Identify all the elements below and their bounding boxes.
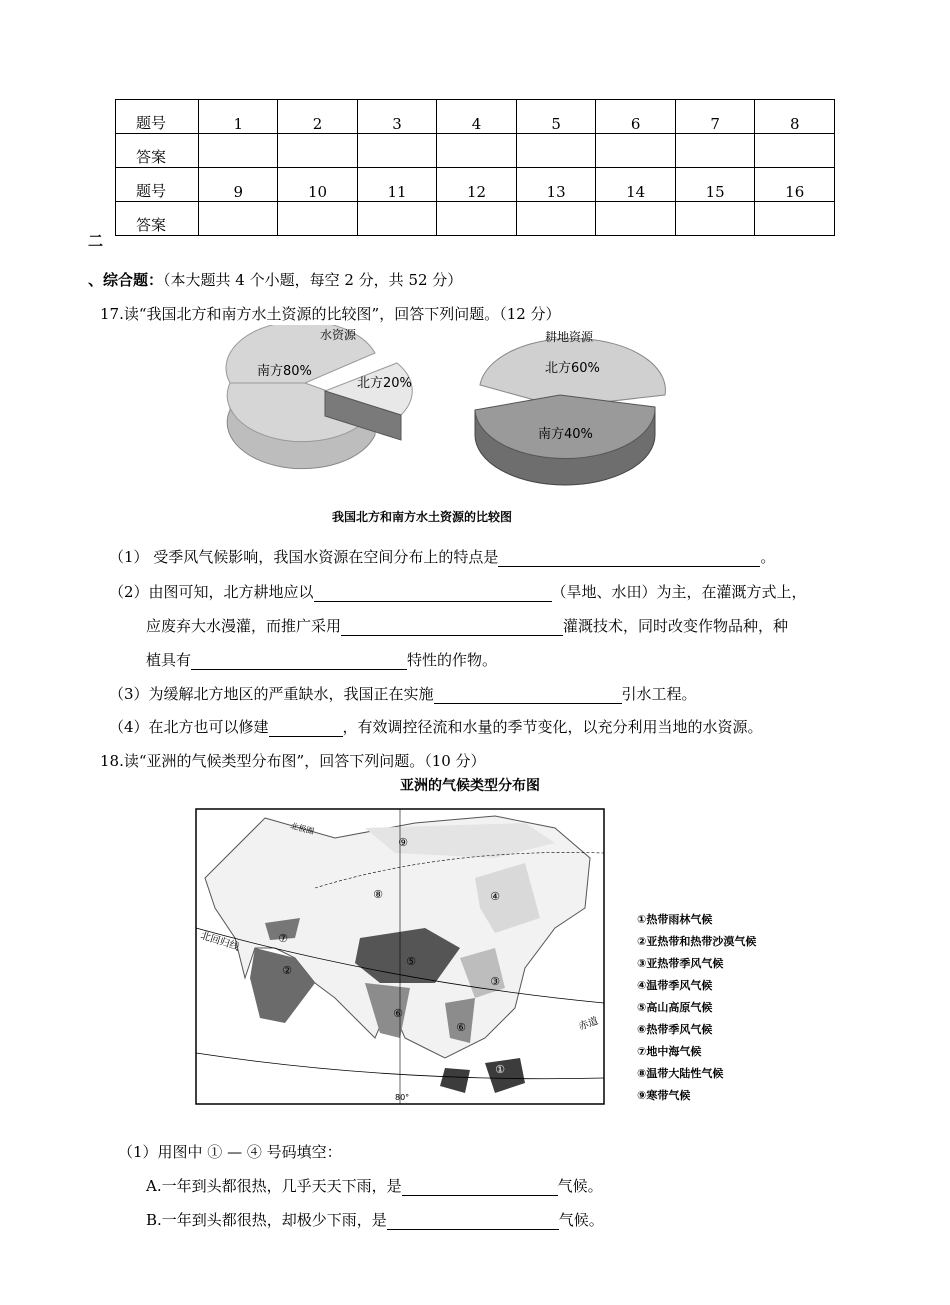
water-pie-north-label: 北方20% — [357, 376, 412, 391]
marker-1: ① — [495, 1063, 505, 1076]
q17-part4 — [109, 717, 763, 737]
legend-item: ⑨寒带气候 — [637, 1089, 691, 1102]
marker-4: ④ — [490, 890, 500, 903]
row-label: 答案 — [116, 134, 199, 168]
question-number: 14 — [596, 168, 676, 202]
answer-blank[interactable] — [341, 619, 563, 636]
answer-cell[interactable] — [437, 134, 517, 168]
legend-item: ⑦地中海气候 — [637, 1045, 702, 1058]
q17-part2 — [109, 582, 807, 602]
legend-item: ⑧温带大陆性气候 — [637, 1067, 724, 1080]
q18-b-end: 气候。 — [558, 1211, 604, 1229]
answer-cell[interactable] — [755, 134, 835, 168]
q17-part2-text-d: 灌溉技术，同时改变作物品种，种 — [563, 617, 789, 635]
marker-7: ⑦ — [278, 932, 288, 945]
q17-part2-text: （2）由图可知，北方耕地应以 — [109, 583, 314, 601]
answer-cell[interactable] — [278, 202, 358, 236]
section-title: 、综合题： — [88, 271, 164, 289]
q17-stem: 17.读“我国北方和南方水土资源的比较图”，回答下列问题。（12 分） — [100, 305, 561, 323]
q17-pie-figure — [225, 325, 695, 525]
question-number: 12 — [437, 168, 517, 202]
question-number: 2 — [278, 100, 358, 134]
q17-part3 — [109, 684, 697, 704]
question-number: 11 — [357, 168, 437, 202]
answer-blank[interactable] — [314, 585, 552, 602]
answer-cell[interactable] — [199, 134, 278, 168]
q18-stem: 18.读“亚洲的气候类型分布图”，回答下列问题。（10 分） — [100, 752, 486, 770]
question-number: 9 — [199, 168, 278, 202]
answer-cell[interactable] — [516, 202, 596, 236]
q17-part1 — [109, 547, 775, 567]
marker-2: ② — [282, 964, 292, 977]
arctic-label: 北极圈 — [289, 821, 315, 837]
q17-part2-cont — [146, 616, 788, 636]
marker-9: ⑨ — [398, 836, 408, 849]
q18-a — [146, 1176, 603, 1196]
q17-part2-text-b: （旱地、水田）为主，在灌溉方式上， — [551, 583, 807, 601]
table-row — [116, 202, 835, 236]
land-pie-north-label: 北方60% — [545, 361, 600, 376]
q18-sub1: （1）用图中 ① — ④ 号码填空： — [118, 1143, 342, 1161]
q18-a-end: 气候。 — [557, 1177, 603, 1195]
q18-a-text: A.一年到头都很热，几乎天天下雨，是 — [146, 1177, 402, 1195]
answer-cell[interactable] — [675, 134, 755, 168]
land-pie-title: 耕地资源 — [545, 330, 594, 344]
water-pie-title: 水资源 — [320, 328, 357, 342]
row-label: 答案 — [116, 202, 199, 236]
tropic-label: 北回归线 — [199, 930, 241, 954]
answer-cell[interactable] — [755, 202, 835, 236]
water-pie — [226, 325, 412, 469]
asia-climate-map — [195, 808, 795, 1108]
water-pie-south-label: 南方80% — [257, 364, 312, 379]
map-legend — [637, 912, 756, 1102]
marker-3: ③ — [490, 975, 500, 988]
question-number: 1 — [199, 100, 278, 134]
equator-label: 赤道 — [577, 1015, 600, 1033]
legend-item: ⑥热带季风气候 — [637, 1023, 713, 1036]
answer-cell[interactable] — [596, 202, 676, 236]
answer-blank[interactable] — [191, 653, 407, 670]
answer-cell[interactable] — [199, 202, 278, 236]
table-row — [116, 100, 835, 134]
answer-cell[interactable] — [437, 202, 517, 236]
row-label: 题号 — [116, 100, 199, 134]
q17-part2-text-f: 特性的作物。 — [407, 651, 498, 669]
q17-part1-text: （1） 受季风气候影响，我国水资源在空间分布上的特点是 — [109, 548, 499, 566]
question-number: 16 — [755, 168, 835, 202]
question-number: 4 — [437, 100, 517, 134]
question-number: 13 — [516, 168, 596, 202]
answer-blank[interactable] — [387, 1213, 559, 1230]
section-heading — [88, 270, 462, 290]
section-number: 二 — [88, 232, 104, 250]
answer-cell[interactable] — [596, 134, 676, 168]
q17-part4-text: （4）在北方也可以修建 — [109, 718, 269, 736]
question-number: 6 — [596, 100, 676, 134]
q17-part2-cont2 — [146, 650, 497, 670]
answer-cell[interactable] — [278, 134, 358, 168]
table-row — [116, 168, 835, 202]
q18-b-text: B.一年到头都很热，却极少下雨，是 — [146, 1211, 387, 1229]
answer-blank[interactable] — [434, 687, 622, 704]
answer-table — [115, 99, 835, 236]
question-number: 10 — [278, 168, 358, 202]
answer-cell[interactable] — [516, 134, 596, 168]
q17-part1-end: 。 — [760, 548, 776, 566]
question-number: 7 — [675, 100, 755, 134]
legend-item: ④温带季风气候 — [637, 979, 713, 992]
answer-cell[interactable] — [675, 202, 755, 236]
figure-caption: 我国北方和南方水土资源的比较图 — [332, 510, 513, 524]
marker-8: ⑧ — [373, 888, 383, 901]
marker-6a: ⑥ — [393, 1007, 403, 1020]
q17-part4-end: ，有效调控径流和水量的季节变化，以充分利用当地的水资源。 — [342, 718, 763, 736]
question-number: 15 — [675, 168, 755, 202]
table-row — [116, 134, 835, 168]
q17-part2-text-c: 应废弃大水漫灌，而推广采用 — [146, 617, 342, 635]
q17-part3-text: （3）为缓解北方地区的严重缺水，我国正在实施 — [109, 685, 434, 703]
land-pie-south-label: 南方40% — [538, 427, 593, 442]
legend-item: ③亚热带季风气候 — [637, 957, 724, 970]
legend-item: ①热带雨林气候 — [637, 913, 713, 926]
answer-blank[interactable] — [269, 720, 343, 737]
meridian-label: 80° — [395, 1093, 410, 1102]
question-number: 5 — [516, 100, 596, 134]
question-number: 3 — [357, 100, 437, 134]
answer-cell[interactable] — [357, 134, 437, 168]
marker-6b: ⑥ — [456, 1021, 466, 1034]
section-note: （本大题共 4 个小题，每空 2 分，共 52 分） — [163, 271, 463, 289]
answer-blank[interactable] — [402, 1179, 558, 1196]
answer-cell[interactable] — [357, 202, 437, 236]
land-pie — [475, 329, 665, 485]
q18-b — [146, 1210, 604, 1230]
question-number: 8 — [755, 100, 835, 134]
marker-5: ⑤ — [406, 955, 416, 968]
q17-part2-text-e: 植具有 — [146, 651, 192, 669]
q17-part3-end: 引水工程。 — [621, 685, 697, 703]
legend-item: ⑤高山高原气候 — [637, 1001, 713, 1014]
legend-item: ②亚热带和热带沙漠气候 — [637, 935, 757, 948]
row-label: 题号 — [116, 168, 199, 202]
map-title: 亚洲的气候类型分布图 — [400, 778, 540, 794]
answer-blank[interactable] — [498, 550, 760, 567]
